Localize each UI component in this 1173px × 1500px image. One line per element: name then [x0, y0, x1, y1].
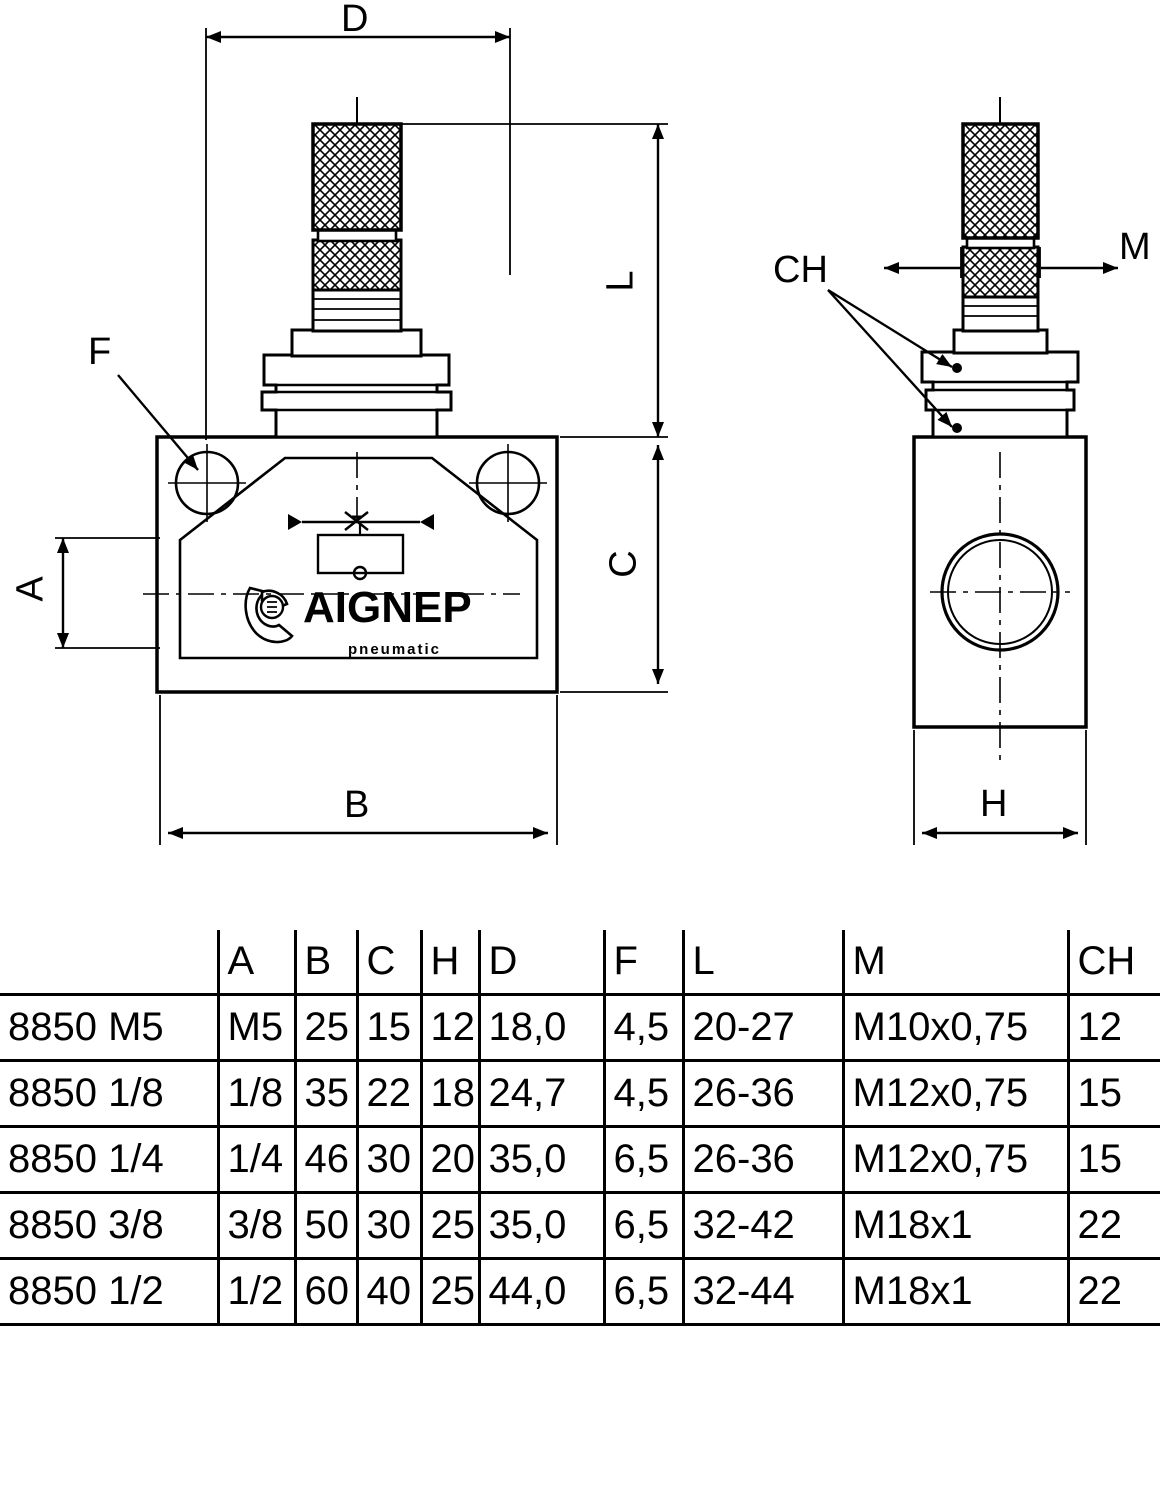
header-C: C	[357, 930, 421, 995]
lock-ring-knurled	[313, 240, 401, 290]
header-CH: CH	[1077, 939, 1136, 983]
cell-C: 30	[357, 1127, 421, 1193]
dim-label-F: F	[88, 331, 112, 373]
cell-D: 18,0	[479, 995, 604, 1061]
cell-D: 35,0	[479, 1127, 604, 1193]
dimensions-table	[0, 930, 1160, 1326]
hex-nut-front	[262, 355, 451, 437]
cell-L: 26-36	[683, 1061, 843, 1127]
cell-H: 25	[421, 1259, 479, 1325]
cell-H: 25	[421, 1193, 479, 1259]
cell-C: 30	[357, 1193, 421, 1259]
cell-model: 8850 1/4	[0, 1127, 218, 1193]
cell-H: 18	[421, 1061, 479, 1127]
cell-F: 6,5	[604, 1259, 683, 1325]
washer-side	[954, 330, 1047, 353]
table-row	[0, 995, 1160, 1061]
cell-L: 26-36	[683, 1127, 843, 1193]
cell-D: 44,0	[479, 1259, 604, 1325]
cell-model: 8850 1/2	[0, 1259, 218, 1325]
cell-C: 40	[357, 1259, 421, 1325]
cell-F: 6,5	[604, 1127, 683, 1193]
cell-A: 1/2	[218, 1259, 295, 1325]
cell-L: 20-27	[683, 995, 843, 1061]
brand-subtitle: pneumatic	[348, 641, 442, 658]
header-D: D	[479, 930, 604, 995]
cell-L: 32-44	[683, 1259, 843, 1325]
cell-D: 24,7	[479, 1061, 604, 1127]
cell-A: 3/8	[218, 1193, 295, 1259]
header-B: B	[295, 930, 357, 995]
cell-M: M12x0,75	[843, 1127, 1068, 1193]
cell-model: 8850 3/8	[0, 1193, 218, 1259]
cell-B: 50	[295, 1193, 357, 1259]
table-row	[0, 1193, 1160, 1259]
dim-label-D: D	[341, 0, 369, 40]
cell-F: 4,5	[604, 1061, 683, 1127]
cell-CH: 12	[1068, 995, 1160, 1061]
cell-F: 6,5	[604, 1193, 683, 1259]
dim-label-L: L	[599, 270, 642, 292]
cell-CH: 15	[1068, 1127, 1160, 1193]
table-header-row	[0, 930, 1160, 995]
cell-B: 35	[295, 1061, 357, 1127]
header-A: A	[218, 930, 295, 995]
cell-H: 20	[421, 1127, 479, 1193]
side-view	[914, 97, 1086, 760]
cell-B: 25	[295, 995, 357, 1061]
cell-M: M10x0,75	[843, 995, 1068, 1061]
cell-M: M12x0,75	[843, 1061, 1068, 1127]
adjustment-knob	[313, 124, 401, 230]
dim-label-B: B	[344, 784, 370, 826]
cell-CH: 22	[1068, 1259, 1160, 1325]
cell-A: 1/4	[218, 1127, 295, 1193]
dim-label-M: M	[1119, 226, 1151, 268]
brand-name: AIGNEP	[303, 583, 472, 632]
table-row	[0, 1127, 1160, 1193]
header-M: M	[843, 930, 1068, 995]
cell-CH: 15	[1068, 1061, 1160, 1127]
adjustment-knob-side	[963, 124, 1038, 238]
cell-C: 22	[357, 1061, 421, 1127]
hex-nut-side	[922, 352, 1078, 437]
cell-model: 8850 M5	[0, 995, 218, 1061]
dim-label-A: A	[9, 576, 52, 602]
cell-H: 12	[421, 995, 479, 1061]
header-model	[0, 930, 218, 995]
dimension-A	[55, 538, 160, 648]
cell-A: 1/8	[218, 1061, 295, 1127]
cell-L: 32-42	[683, 1193, 843, 1259]
cell-C: 15	[357, 995, 421, 1061]
header-L: L	[683, 930, 843, 995]
table-row	[0, 1259, 1160, 1325]
header-F: F	[604, 930, 683, 995]
cell-F: 4,5	[604, 995, 683, 1061]
cell-B: 46	[295, 1127, 357, 1193]
dim-label-CH: CH	[773, 249, 828, 291]
table-row	[0, 1061, 1160, 1127]
header-H: H	[421, 930, 479, 995]
cell-CH: 22	[1068, 1193, 1160, 1259]
cell-D: 35,0	[479, 1193, 604, 1259]
washer-front	[292, 330, 421, 356]
threaded-shaft-side	[963, 297, 1038, 331]
dim-label-C: C	[602, 550, 645, 578]
spec-table-container	[0, 930, 1173, 1326]
cell-M: M18x1	[843, 1193, 1068, 1259]
cell-model: 8850 1/8	[0, 1061, 218, 1127]
dim-label-H: H	[980, 783, 1008, 825]
cell-B: 60	[295, 1259, 357, 1325]
cell-A: M5	[218, 995, 295, 1061]
cell-M: M18x1	[843, 1259, 1068, 1325]
lock-ring-knurled-side	[963, 247, 1038, 297]
threaded-shaft	[313, 290, 401, 331]
